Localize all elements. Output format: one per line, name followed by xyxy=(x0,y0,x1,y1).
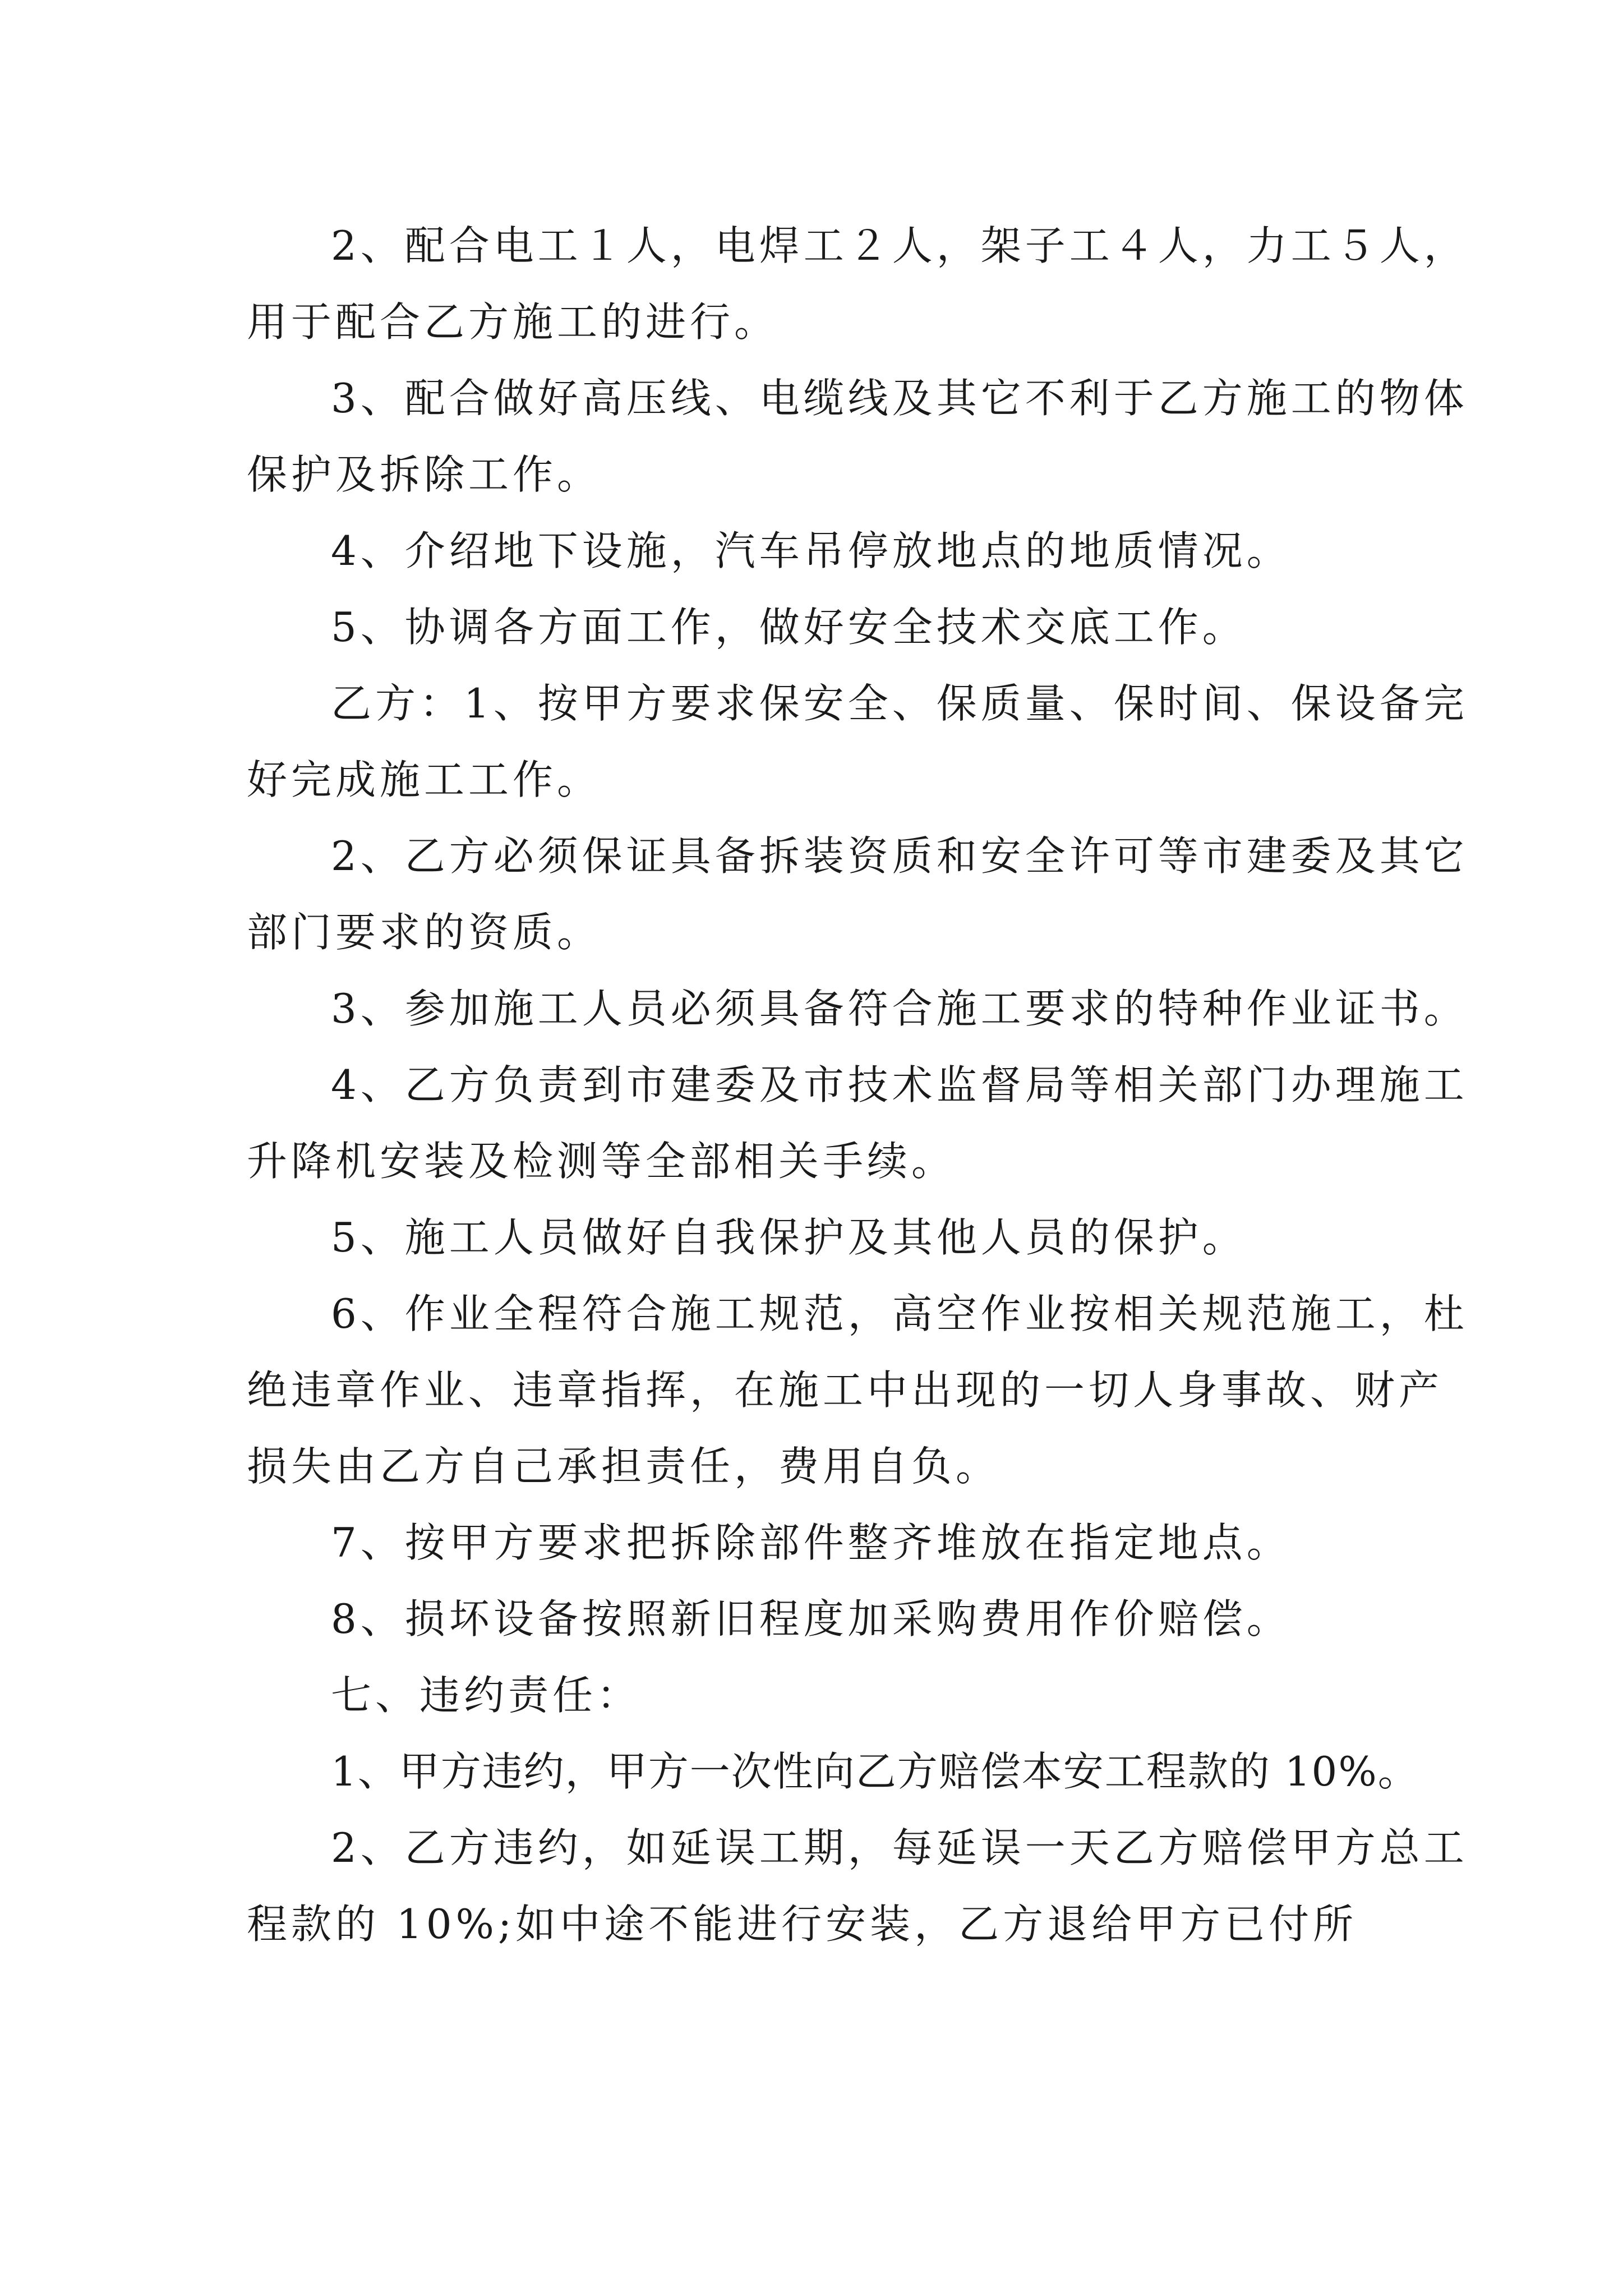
paragraph: 6、作业全程符合施工规范，高空作业按相关规范施工，杜绝违章作业、违章指挥，在施工中出现的一切人身事故、财产损失由乙方自己承担责任，费用自负。 xyxy=(247,1290,1468,1490)
paragraph: 2、配合电工１人，电焊工２人，架子工４人，力工５人，用于配合乙方施工的进行。 xyxy=(247,222,1468,346)
paragraph: 1、甲方违约，甲方一次性向乙方赔偿本安工程款的 10%。 xyxy=(331,1748,1419,1795)
paragraph: 3、参加施工人员必须具备符合施工要求的特种作业证书。 xyxy=(331,985,1468,1032)
paragraph: 2、乙方违约，如延误工期，每延误一天乙方赔偿甲方总工程款的 10%;如中途不能进行安装，乙方退给甲方已付所 xyxy=(247,1824,1468,1948)
paragraph: 8、损坏设备按照新旧程度加采购费用作价赔偿。 xyxy=(331,1595,1291,1642)
paragraph: 4、介绍地下设施，汽车吊停放地点的地质情况。 xyxy=(331,527,1291,574)
section-heading: 七、违约责任： xyxy=(331,1672,642,1719)
paragraph: 4、乙方负责到市建委及市技术监督局等相关部门办理施工升降机安装及检测等全部相关手续。 xyxy=(247,1061,1468,1185)
document-body xyxy=(247,208,1481,1962)
paragraph: 3、配合做好高压线、电缆线及其它不利于乙方施工的物体保护及拆除工作。 xyxy=(247,375,1468,498)
paragraph: 5、协调各方面工作，做好安全技术交底工作。 xyxy=(331,604,1247,651)
paragraph: 乙方：1、按甲方要求保安全、保质量、保时间、保设备完好完成施工工作。 xyxy=(247,680,1468,803)
paragraph: 2、乙方必须保证具备拆装资质和安全许可等市建委及其它部门要求的资质。 xyxy=(247,832,1468,956)
paragraph: 7、按甲方要求把拆除部件整齐堆放在指定地点。 xyxy=(331,1519,1291,1566)
paragraph: 5、施工人员做好自我保护及其他人员的保护。 xyxy=(331,1214,1247,1261)
